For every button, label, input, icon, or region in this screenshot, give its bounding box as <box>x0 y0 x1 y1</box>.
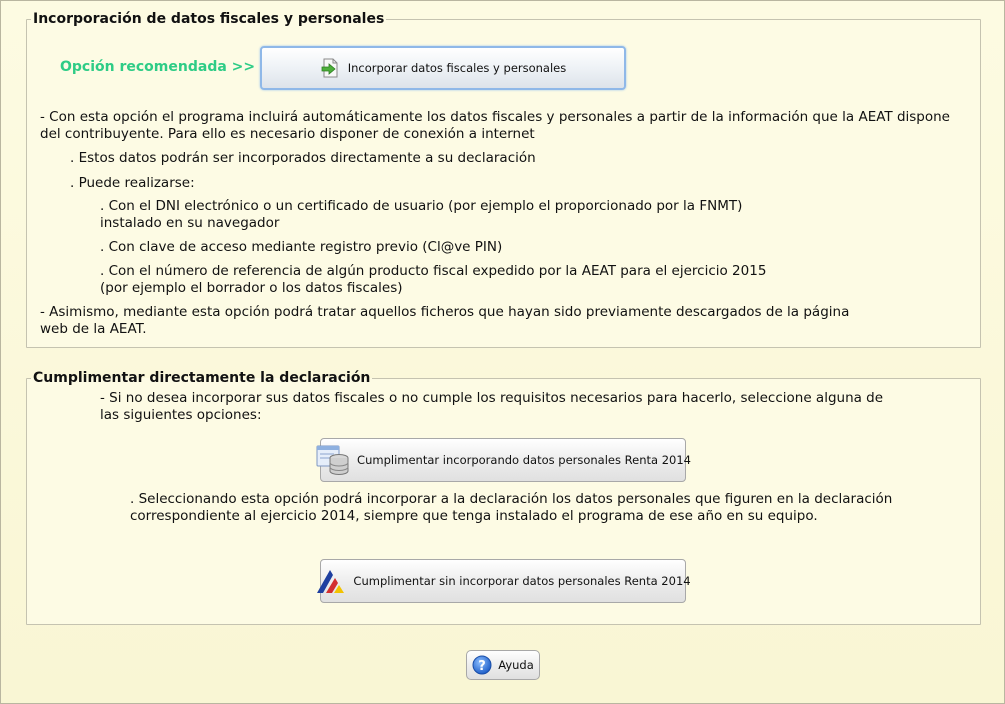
fill-intro-line-1: - Si no desea incorporar sus datos fiscales o no cumple los requisitos necesarios para hacerlo, seleccione alguna de <box>100 390 884 406</box>
renta2014-desc-line-1: . Seleccionando esta opción podrá incorporar a la declaración los datos personales que figuren en la declaración <box>130 491 893 507</box>
aeat-logo-icon <box>315 566 347 596</box>
info-line-6: instalado en su navegador <box>100 215 280 231</box>
info-line-1: - Con esta opción el programa incluirá automáticamente los datos fiscales y personales a partir de la información que la AEAT dispone <box>40 109 950 125</box>
document-arrow-icon <box>320 57 342 79</box>
info-line-8: . Con el número de referencia de algún producto fiscal expedido por la AEAT para el ejercicio 2015 <box>100 263 767 279</box>
fill-intro-line-2: las siguientes opciones: <box>100 407 262 423</box>
info-line-9: (por ejemplo el borrador o los datos fiscales) <box>100 280 403 296</box>
section-incorporate-title: Incorporación de datos fiscales y personales <box>33 11 385 27</box>
fill-with-renta2014-button[interactable] <box>320 438 691 482</box>
svg-text:?: ? <box>478 659 487 674</box>
incorporate-data-button[interactable] <box>260 46 626 90</box>
help-button[interactable] <box>466 650 540 680</box>
info-line-11: web de la AEAT. <box>40 321 147 337</box>
info-line-3: . Estos datos podrán ser incorporados directamente a su declaración <box>70 150 536 166</box>
renta2014-desc-line-2: correspondiente al ejercicio 2014, siempre que tenga instalado el programa de ese año en su equipo. <box>130 508 818 524</box>
fill-without-data-button-label: Cumplimentar sin incorporar datos personales Renta 2014 <box>353 574 691 588</box>
section-fill-directly-title: Cumplimentar directamente la declaración <box>33 370 371 386</box>
recommended-option-label: Opción recomendada >> <box>60 59 256 75</box>
info-line-4: . Puede realizarse: <box>70 175 195 191</box>
info-line-10: - Asimismo, mediante esta opción podrá tratar aquellos ficheros que hayan sido previamente descargados de la página <box>40 304 850 320</box>
database-window-icon <box>315 443 351 477</box>
incorporate-data-button-label: Incorporar datos fiscales y personales <box>347 61 567 75</box>
fill-with-renta2014-button-label: Cumplimentar incorporando datos personales Renta 2014 <box>357 453 691 467</box>
question-icon <box>472 655 492 675</box>
fill-without-data-button[interactable] <box>320 559 691 603</box>
info-line-5: . Con el DNI electrónico o un certificado de usuario (por ejemplo el proporcionado por la FNMT) <box>100 198 743 214</box>
help-button-label: Ayuda <box>498 658 534 672</box>
info-line-2: del contribuyente. Para ello es necesario disponer de conexión a internet <box>40 126 535 142</box>
info-line-7: . Con clave de acceso mediante registro previo (Cl@ve PIN) <box>100 239 503 255</box>
